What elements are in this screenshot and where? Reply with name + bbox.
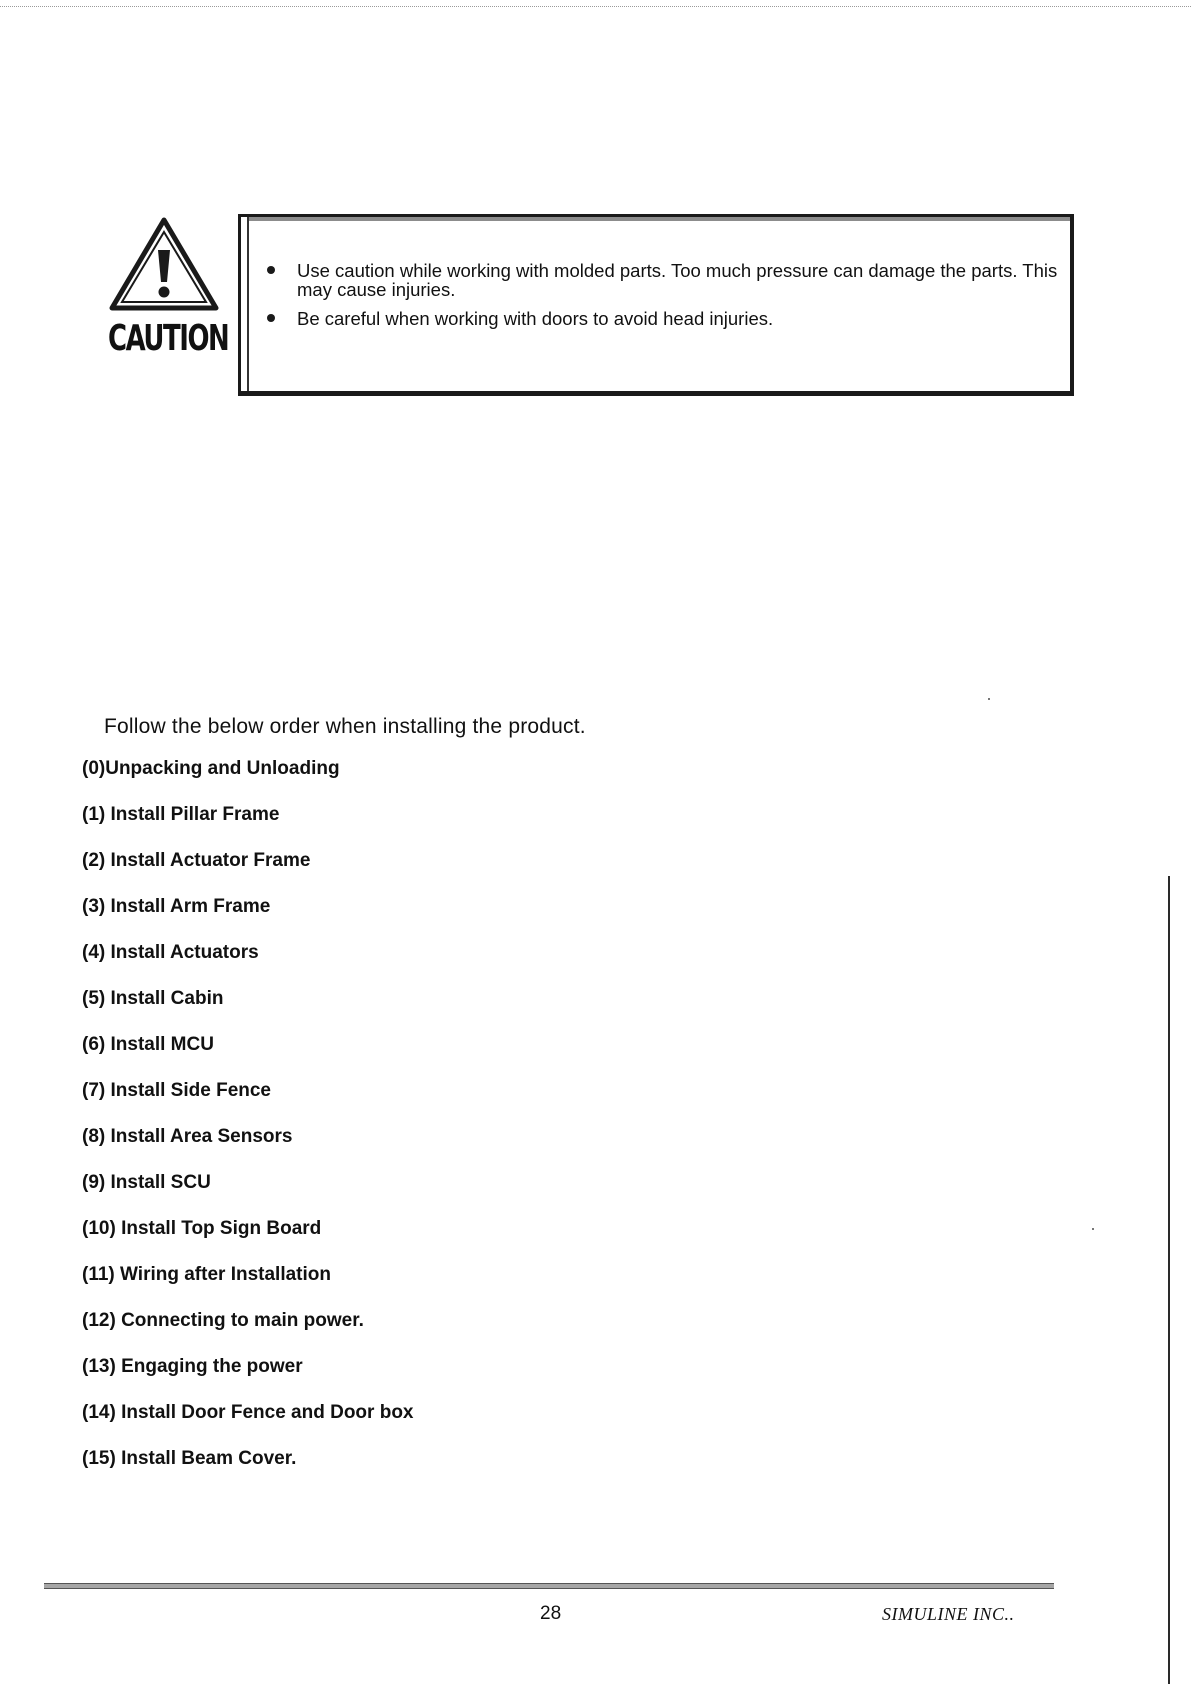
step-item: (9) Install SCU <box>82 1172 211 1193</box>
caution-warning-icon <box>108 216 228 366</box>
step-item: (15) Install Beam Cover. <box>82 1448 297 1469</box>
step-item: (5) Install Cabin <box>82 988 224 1009</box>
caution-item-text: Be careful when working with doors to avoid head injuries. <box>297 308 774 329</box>
caution-item-text: Use caution while working with molded parts. Too much pressure can damage the parts. This may cause injuries. <box>297 260 1058 300</box>
step-item: (3) Install Arm Frame <box>82 896 271 917</box>
step-item: (7) Install Side Fence <box>82 1080 271 1101</box>
top-border-line <box>0 6 1191 7</box>
installation-steps-list <box>82 758 414 1494</box>
scan-edge-line <box>1168 876 1170 1684</box>
step-item: (1) Install Pillar Frame <box>82 804 280 825</box>
page-number: 28 <box>540 1603 562 1624</box>
footer-divider <box>44 1583 1054 1589</box>
step-item: (0)Unpacking and Unloading <box>82 758 340 779</box>
caution-item <box>261 309 1061 328</box>
caution-item <box>261 261 1061 299</box>
scan-speck <box>1092 1228 1094 1230</box>
step-item: (12) Connecting to main power. <box>82 1310 364 1331</box>
step-item: (6) Install MCU <box>82 1034 214 1055</box>
step-item: (8) Install Area Sensors <box>82 1126 293 1147</box>
step-item: (13) Engaging the power <box>82 1356 303 1377</box>
bullet-icon <box>267 266 275 274</box>
step-item: (11) Wiring after Installation <box>82 1264 331 1285</box>
caution-label: CAUTION <box>108 318 229 359</box>
installation-intro: Follow the below order when installing the product. <box>104 715 586 738</box>
step-item: (14) Install Door Fence and Door box <box>82 1402 414 1423</box>
company-name: SIMULINE INC.. <box>882 1604 1015 1624</box>
step-item: (2) Install Actuator Frame <box>82 850 311 871</box>
scan-speck <box>988 698 990 700</box>
caution-notice-box <box>238 214 1074 396</box>
warning-triangle-icon <box>108 216 228 316</box>
caution-list <box>261 261 1061 338</box>
step-item: (10) Install Top Sign Board <box>82 1218 322 1239</box>
step-item: (4) Install Actuators <box>82 942 259 963</box>
bullet-icon <box>267 314 275 322</box>
